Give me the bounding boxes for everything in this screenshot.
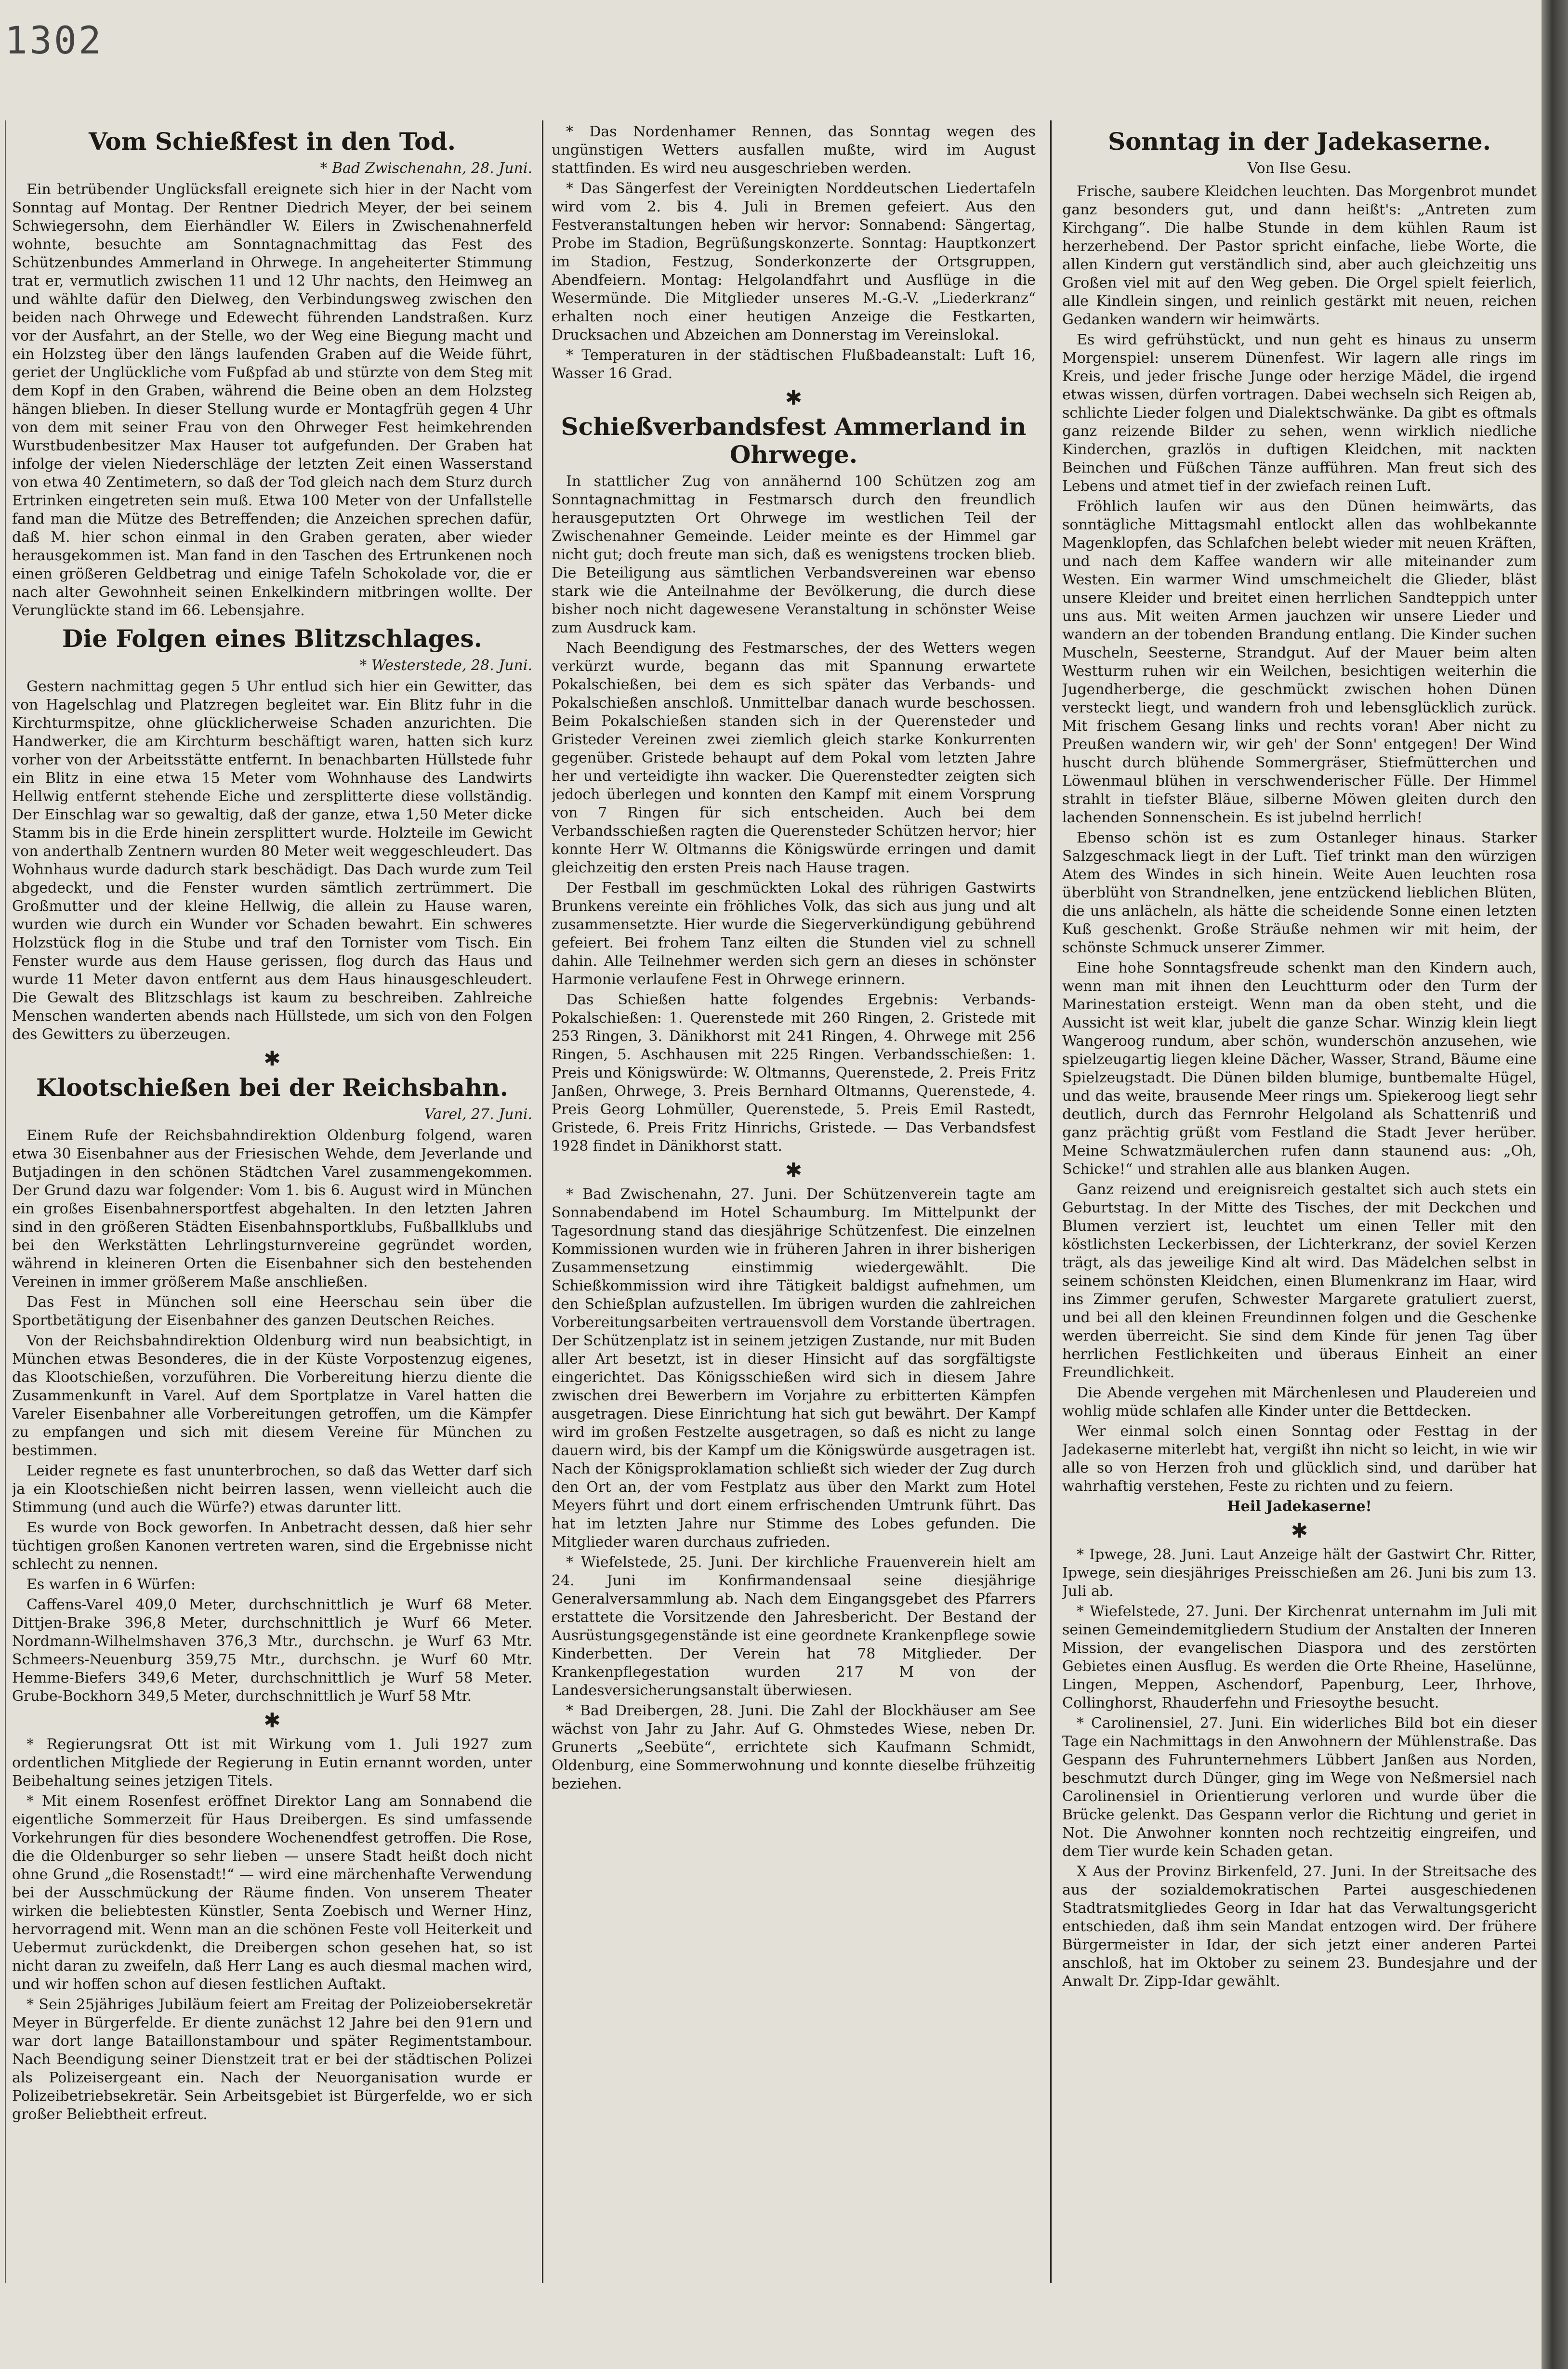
article-paragraph: Caffens-Varel 409,0 Meter, durchschnittlich je Wurf 68 Meter. Dittjen-Brake 396,8 Meter, durchschnittlich je Wurf 66 Meter. Nordmann-Wilhelmshaven 376,3 Mtr., durchschn. je Wurf 63 Mtr. Schmeers-Neuenburg 359,75 Mtr., durchschn. je Wurf 60 Mtr. Hemme-Biefers 349,6 Meter, durchschnittlich je Wurf 58 Meter. Grube-Bockhorn 349,5 Meter, durchschnittlich je Wurf 58 Mtr. bbox=[12, 1596, 532, 1705]
article-paragraph: Ganz reizend und ereignisreich gestaltet sich auch stets ein Geburtstag. In der Mitte des Tisches, der mit Deckchen und Blumen verziert ist, leuchtet um einen Teller mit den köstlichsten Leckerbissen, der Lichterkranz, der soviel Kerzen trägt, als das jeweilige Kind alt wird. Das Mädelchen selbst in seinem schönsten Kleidchen, einen Blumenkranz im Haar, wird ins Zimmer gerufen, Schwester Margarete gratuliert zuerst, und bei all den kleinen Freundinnen folgen und die Geschenke werden überreicht. Sie sind dem Kinde für jenen Tag über herrlichen Festlichkeiten und überaus Einheit an einer Freundlichkeit. bbox=[1062, 1181, 1537, 1381]
column-divider-1 bbox=[542, 120, 543, 2283]
article-title-schiessverbandsfest: Schießverbandsfest Ammerland in Ohrwege. bbox=[561, 412, 1027, 469]
news-item: * Regierungsrat Ott ist mit Wirkung vom 1. Juli 1927 zum ordentlichen Mitgliede der Regierung in Eutin ernannt worden, unter Beibehaltung seines jetzigen Titels. bbox=[12, 1736, 532, 1790]
article-paragraph: Leider regnete es fast ununterbrochen, so daß das Wetter darf sich ja ein Klootschießen nicht beirren lassen, wenn vielleicht auch die Stimmung (und auch die Würfe?) etwas darunter litt. bbox=[12, 1462, 532, 1516]
article-title-klootschiessen: Klootschießen bei der Reichsbahn. bbox=[36, 1073, 509, 1102]
column-1 bbox=[12, 123, 532, 2271]
article-paragraph: Ebenso schön ist es zum Ostanleger hinaus. Starker Salzgeschmack liegt in der Luft. Tief trinkt man den würzigen Atem des Windes in sich hinein. Weite Auen leuchten rosa überblüht von Strandnelken, jene entzückend lieblichen Blüten, die uns anlächeln, als hätte die scheidende Sonne einen letzten Kuß geschenkt. Große Sträuße nehmen wir mit heim, der schönste Schmuck unserer Zimmer. bbox=[1062, 829, 1537, 956]
article-paragraph: Gestern nachmittag gegen 5 Uhr entlud sich hier ein Gewitter, das von Hagelschlag und Platzregen begleitet war. Ein Blitz fuhr in die Kirchturmspitze, ohne glücklicherweise Schaden anzurichten. Die Handwerker, die am Kirchturm beschäftigt waren, hatten sich kurz vorher von der Arbeitsstätte entfernt. In benachbarten Hüllstede fuhr ein Blitz in eine etwa 15 Meter vom Wohnhause des Landwirts Hellwig entfernt stehende Eiche und zersplitterte diese vollständig. Der Einschlag war so gewaltig, daß der ganze, etwa 1,50 Meter dicke Stamm bis in die Erde hinein zersplittert wurde. Holzteile im Gewicht von anderthalb Zentnern wurden 80 Meter weit weggeschleudert. Das Wohnhaus wurde dadurch stark beschädigt. Das Dach wurde zum Teil abgedeckt, und die Fenster wurden sämtlich zertrümmert. Die Großmutter und der kleine Hellwig, die allein zu Hause waren, wurden wie durch ein Wunder vor Schaden bewahrt. Ein schweres Holzstück flog in die Stube und traf den Tornister vom Tisch. Ein Fenster wurde aus dem Hause gerissen, flog durch das Haus und wurde 11 Meter davon entfernt aus dem Haus hinausgeschleudert. Die Gewalt des Blitzschlags ist kaum zu beschreiben. Zahlreiche Menschen wanderten abends nach Hüllstede, um sich von den Folgen des Gewitters zu überzeugen. bbox=[12, 678, 532, 1043]
news-item: * Das Sängerfest der Vereinigten Norddeutschen Liedertafeln wird vom 2. bis 4. Juli in Bremen gefeiert. Aus den Festveranstaltungen heben wir hervor: Sonnabend: Sängertag, Probe im Stadion, Begrüßungskonzerte. Sonntag: Hauptkonzert im Stadion, Festzug, Sonderkonzerte der Ortsgruppen, Abendfeiern. Montag: Helgolandfahrt und Ausflüge in die Wesermünde. Die Mitglieder unseres M.-G.-V. „Liederkranz“ erhalten noch einer heutigen Anzeige die Festkarten, Drucksachen und Abzeichen am Donnerstag im Vereinslokal. bbox=[552, 180, 1036, 343]
column-2 bbox=[552, 123, 1036, 2271]
news-item: * Das Nordenhamer Rennen, das Sonntag wegen des ungünstigen Wetters ausfallen mußte, wird im August stattfinden. Es wird neu ausgeschrieben werden. bbox=[552, 123, 1036, 177]
article-title-jadekaserne: Sonntag in der Jadekaserne. bbox=[1107, 127, 1491, 156]
section-star-separator: ✱ bbox=[264, 1047, 281, 1070]
section-star-separator: ✱ bbox=[1291, 1519, 1308, 1542]
section-star-separator: ✱ bbox=[264, 1709, 281, 1732]
left-margin-rule bbox=[5, 120, 6, 2283]
article-paragraph: In stattlicher Zug von annähernd 100 Schützen zog am Sonntagnachmittag in Festmarsch durch den freundlich herausgeputzten Ort Ohrwege im westlichen Teil der Zwischenahner Gemeinde. Leider meinte es der Himmel gar nicht gut; doch freute man sich, daß es wenigstens trocken blieb. Die Beteiligung aus sämtlichen Verbandsvereinen war ebenso stark wie die Anteilnahme der Bevölkerung, die durch diese bisher noch nicht dagewesene Veranstaltung in schönster Weise zum Ausdruck kam. bbox=[552, 473, 1036, 636]
section-star-separator: ✱ bbox=[785, 386, 803, 409]
article-paragraph: Es warfen in 6 Würfen: bbox=[26, 1576, 196, 1593]
news-item: * Wiefelstede, 25. Juni. Der kirchliche Frauenverein hielt am 24. Juni im Konfirmandensaal seine diesjährige Generalversammlung ab. Nach dem Eingangsgebet des Pfarrers erstattete die Vorsitzende den Jahresbericht. Der Bestand der Ausrüstungsgegenstände ist eine geordnete Krankenpflege sowie Kinderbetten. Der Verein hat 78 Mitglieder. Der Krankenpflegestation wurden 217 M von der Landesversicherungsanstalt überwiesen. bbox=[552, 1554, 1036, 1699]
article-paragraph: Die Abende vergehen mit Märchenlesen und Plaudereien und wohlig müde schlafen alle Kinder unter die Bettdecken. bbox=[1062, 1384, 1537, 1420]
article-paragraph: Das Schießen hatte folgendes Ergebnis: Verbands-Pokalschießen: 1. Querenstede mit 260 Ringen, 2. Gristede mit 253 Ringen, 3. Dänikhorst mit 241 Ringen, 4. Ohrwege mit 256 Ringen, 5. Aschhausen mit 225 Ringen. Verbandsschießen: 1. Preis und Königswürde: W. Oltmanns, Querenstede, 2. Preis Fritz Janßen, Ohrwege, 3. Preis Bernhard Oltmanns, Querenstede, 4. Preis Georg Lohmüller, Querenstede, 5. Preis Emil Rastedt, Gristede, 6. Preis Fritz Hinrichs, Gristede. — Das Verbandsfest 1928 findet in Dänikhorst statt. bbox=[552, 991, 1036, 1155]
column-fade bbox=[1062, 2252, 1537, 2271]
article-dateline: Varel, 27. Juni. bbox=[424, 1106, 532, 1123]
news-item: * Ipwege, 28. Juni. Laut Anzeige hält der Gastwirt Chr. Ritter, Ipwege, sein diesjähriges Preisschießen am 26. Juni bis zum 13. Juli ab. bbox=[1062, 1546, 1537, 1600]
news-item: * Wiefelstede, 27. Juni. Der Kirchenrat unternahm im Juli mit seinen Gemeindemitgliedern Studium der Anstalten der Inneren Mission, der evangelischen Diaspora und des zerstörten Gebietes einen Ausflug. Es werden die Orte Rheine, Haselünne, Lingen, Meppen, Aschendorf, Papenburg, Leer, Ihrhove, Collinghorst, Rhauderfehn und Friesoythe besucht. bbox=[1062, 1603, 1537, 1711]
news-item: * Carolinensiel, 27. Juni. Ein widerliches Bild bot ein dieser Tage ein Nachmittags in den Anwohnern der Mühlenstraße. Das Gespann des Fuhrunternehmers Lübbert Janßen aus Norden, beschmutzt durch Dünger, ging im Wege von Neßmersiel nach Carolinensiel in Orientierung verloren und wurde über die Brücke gelenkt. Das Gespann verlor die Richtung und geriet in Not. Die Anwohner konnten noch rechtzeitig eingreifen, und dem Tier wurde kein Schaden getan. bbox=[1062, 1715, 1537, 1860]
article-paragraph: Wer einmal solch einen Sonntag oder Festtag in der Jadekaserne miterlebt hat, vergißt ihn nicht so leicht, in wie wir alle so von Herzen froh und glücklich sind, und darüber hat wahrhaftig verstehen, Feste zu richten und zu feiern. bbox=[1062, 1423, 1537, 1495]
article-paragraph: Der Festball im geschmückten Lokal des rührigen Gastwirts Brunkens vereinte ein fröhliches Volk, das sich aus jung und alt zusammensetzte. Hier wurde die Siegerverkündigung gebührend gefeiert. Bei frohem Tanz eilten die Stunden viel zu schnell dahin. Alle Teilnehmer werden sich gern an dieses in schönster Harmonie verlaufene Fest in Ohrwege erinnern. bbox=[552, 880, 1036, 988]
column-fade bbox=[552, 2252, 1036, 2271]
article-dateline: * Bad Zwischenahn, 28. Juni. bbox=[320, 160, 532, 177]
news-item: * Temperaturen in der städtischen Flußbadeanstalt: Luft 16, Wasser 16 Grad. bbox=[552, 347, 1036, 382]
article-paragraph: Von der Reichsbahndirektion Oldenburg wird nun beabsichtigt, in München etwas Besonderes, die in der Küste Vorpostenzug eigenes, das Klootschießen, vorzuführen. Die Vorbereitung hierzu diente die Zusammenkunft in Varel. Auf dem Sportplatze in Varel hatten die Vareler Eisenbahner alle Vorbereitungen getroffen, um die Kämpfer zu empfangen und sich mit diesem Vereine für München zu bestimmen. bbox=[12, 1332, 532, 1459]
news-item: * Bad Zwischenahn, 27. Juni. Der Schützenverein tagte am Sonnabendabend im Hotel Schaumburg. Im Mittelpunkt der Tagesordnung stand das diesjährige Schützenfest. Die einzelnen Kommissionen wurden wie in früheren Jahren in ihrer bisherigen Zusammensetzung einstimmig wiedergewählt. Die Schießkommission wird ihre Tätigkeit baldigst aufnehmen, um den Schießplan aufzustellen. Im übrigen wurden die zahlreichen Vorbereitungsarbeiten vertrauensvoll dem Vorstande übertragen. Der Schützenplatz ist in seinem jetzigen Zustande, nur mit Buden aller Art besetzt, ist in dieser Hinsicht auf das sorgfältigste eingerichtet. Das Königsschießen wird sich in diesem Jahre zwischen drei Bewerbern im Vorjahre zu erbitterten Kämpfen ausgetragen. Diese Einrichtung hat sich gut bewährt. Der Kampf wird im großen Festzelte ausgetragen, so daß es nicht zu lange dauern wird, bis der Kampf um die Königswürde ausgetragen ist. Nach der Königsproklamation schließt sich wieder der Zug durch den Ort an, der vom Festplatz aus über den Markt zum Hotel Meyers führt und dort einem erfrischenden Umtrunk führt. Das hat im letzten Jahre nur Stimme des Lobes gefunden. Die Mitglieder waren durchaus zufrieden. bbox=[552, 1186, 1036, 1551]
article-paragraph: Es wurde von Bock geworfen. In Anbetracht dessen, daß hier sehr tüchtigen großen Kanonen vertreten waren, sind die Ergebnisse nicht schlecht zu nennen. bbox=[12, 1519, 532, 1573]
column-3 bbox=[1062, 123, 1537, 2271]
column-fade bbox=[12, 2252, 532, 2271]
article-paragraph: Frische, saubere Kleidchen leuchten. Das Morgenbrot mundet ganz besonders gut, und dann heißt's: „Antreten zum Kirchgang“. Die halbe Stunde in dem kühlen Raum ist herzerhebend. Der Pastor spricht einfache, liebe Worte, die allen Kindern gut verständlich sind, aber auch gleichzeitig uns Großen viel mit auf den Weg geben. Die Orgel spielt feierlich, alle Kindlein singen, und reinlich gestärkt mit neuen, reichen Gedanken wandern wir heimwärts. bbox=[1062, 183, 1537, 328]
article-title-blitzschlag: Die Folgen eines Blitzschlages. bbox=[62, 624, 483, 653]
column-divider-2 bbox=[1050, 120, 1052, 2283]
news-item: * Mit einem Rosenfest eröffnet Direktor Lang am Sonnabend die eigentliche Sommerzeit für Haus Dreibergen. Es sind umfassende Vorkehrungen für dies besondere Wochenendfest getroffen. Die Rose, die die Oldenburger so sehr lieben — unsere Stadt heißt doch nicht ohne Grund „die Rosenstadt!“ — wird eine märchenhafte Verwendung bei der Ausschmückung der Räume finden. Von unserem Theater wirken die beliebtesten Künstler, Senta Zoebisch und Werner Hinz, hervorragend mit. Wenn man an die schönen Feste voll Heiterkeit und Uebermut zurückdenkt, die Dreibergen schon gesehen hat, so ist nicht daran zu zweifeln, daß Herr Lang es auch diesmal machen wird, und wir hoffen schon auf diesen festlichen Auftakt. bbox=[12, 1793, 532, 1993]
article-title-schiessfest: Vom Schießfest in den Tod. bbox=[88, 127, 456, 156]
news-item: * Sein 25jähriges Jubiläum feiert am Freitag der Polizeiobersekretär Meyer in Bürgerfelde. Er diente zunächst 12 Jahre bei den 91ern und war dort lange Bataillonstambour und später Regimentstambour. Nach Beendigung seiner Dienstzeit trat er bei der städtischen Polizei als Polizeisergeant ein. Nach der Neuorganisation wurde er Polizeibetriebsekretär. Sein Arbeitsgebiet ist Bürgerfelde, wo er sich großer Beliebtheit erfreut. bbox=[12, 1996, 532, 2123]
article-paragraph: Das Fest in München soll eine Heerschau sein über die Sportbetätigung der Eisenbahner des ganzen Deutschen Reiches. bbox=[12, 1294, 532, 1329]
article-dateline: * Westerstede, 28. Juni. bbox=[359, 657, 532, 674]
article-byline: Von Ilse Gesu. bbox=[1247, 160, 1352, 177]
article-paragraph: Fröhlich laufen wir aus den Dünen heimwärts, das sonntägliche Mittagsmahl entlockt allen das wohlbekannte Magenklopfen, das Schlafchen belebt wieder mit neuen Kräften, und nach dem Kaffee wandern wir alle miteinander zum Westen. Ein warmer Wind umschmeichelt die Glieder, bläst unsere Kleider und breitet einen herrlichen Sandteppich unter uns aus. Mit weiten Armen jauchzen wir unsere Lieder und wandern an der tobenden Brandung entlang. Die Kinder suchen Muscheln, Seesterne, Strandgut. Auf der Mauer beim alten Westturm ruhen wir ein Weilchen, besichtigen weiterhin die Jugendherberge, die geschmückt zwischen hohen Dünen versteckt liegt, und wandern froh und lebensglücklich zurück. Mit frischem Gesang links und rechts voran! Aber nicht zu Preußen wandern wir, wir geh' der Sonn' entgegen! Der Wind huscht durch blühende Sommergräser, Stiefmütterchen und Löwenmaul blühen in verschwenderischer Fülle. Der Himmel strahlt in tiefster Bläue, silberne Möwen gleiten durch den lachenden Sonnenschein. Es ist jubelnd herrlich! bbox=[1062, 498, 1537, 826]
section-star-separator: ✱ bbox=[785, 1158, 803, 1182]
news-item: * Bad Dreibergen, 28. Juni. Die Zahl der Blockhäuser am See wächst von Jahr zu Jahr. Auf G. Ohmstedes Wiese, neben Dr. Grunerts „Seebüte“, errichtete sich Kaufmann Schmidt, Oldenburg, eine Sommerwohnung und konnte dieselbe frühzeitig beziehen. bbox=[552, 1702, 1036, 1792]
article-paragraph: Nach Beendigung des Festmarsches, der des Wetters wegen verkürzt wurde, begann das mit Spannung erwartete Pokalschießen, bei dem es sich später das Verbands- und Pokalschießen anschloß. Unmittelbar danach wurde beschossen. Beim Pokalschießen standen sich in der Querensteder und Gristeder Vereinen zwei ziemlich gleich starke Konkurrenten gegenüber. Gristede behaupt auf dem Pokal vom letzten Jahre her und verteidigte ihn wacker. Die Querenstedter zeigten sich jedoch überlegen und konnten den Kampf mit einem Vorsprung von 7 Ringen für sich entscheiden. Auch bei dem Verbandsschießen ragten die Querensteder Schützen hervor; hier konnte Herr W. Oltmanns die Königswürde erringen und damit gleichzeitig den ersten Preis nach Hause tragen. bbox=[552, 640, 1036, 876]
page-number: 1302 bbox=[5, 19, 103, 63]
article-paragraph: Ein betrübender Unglücksfall ereignete sich hier in der Nacht vom Sonntag auf Montag. Der Rentner Diedrich Meyer, der bei seinem Schwiegersohn, dem Eierhändler W. Eilers in Zwischenahnerfeld wohnte, besuchte am Sonntagnachmittag das Fest des Schützenbundes Ammerland in Ohrwege. In angeheiterter Stimmung trat er, vermutlich zwischen 11 und 12 Uhr nachts, den Heimweg an und wählte dafür den Dielweg, den Verbindungsweg zwischen den beiden nach Ohrwege und Edewecht führenden Landstraßen. Kurz vor der Ausfahrt, an der Stelle, wo der Weg eine Biegung macht und ein Holzsteg über den längs laufenden Graben auf die Weide führt, geriet der Unglückliche vom Fußpfad ab und stürzte von dem Steg mit dem Kopf in den Graben, während die Beine oben an dem Holzsteg hängen blieben. In dieser Stellung wurde er Montagfrüh gegen 4 Uhr von dem mit seiner Frau von den Ohrweger Fest heimkehrenden Wurstbudenbesitzer Max Hauser tot aufgefunden. Der Graben hat infolge der vielen Niederschläge der letzten Zeit einen Wasserstand von etwa 40 Zentimetern, so daß der Tod gleich nach dem Sturz durch Ertrinken eingetreten sein muß. Etwa 100 Meter von der Unfallstelle fand man die Mütze des Betreffenden; die Anzeichen sprechen dafür, daß M. hier schon einmal in den Graben geraten, aber wieder herausgekommen ist. Man fand in den Taschen des Ertrunkenen noch einen größeren Geldbetrag und einige Tafeln Schokolade vor, die er nach alter Gewohnheit seinen Enkelkindern mitbringen wollte. Der Verunglückte stand im 66. Lebensjahre. bbox=[12, 181, 532, 619]
article-paragraph: Einem Rufe der Reichsbahndirektion Oldenburg folgend, waren etwa 30 Eisenbahner aus der Friesischen Wehde, dem Jeverlande und Butjadingen in den schönen Städtchen Varel zusammengekommen. Der Grund dazu war folgender: Vom 1. bis 6. August wird in München ein großes Eisenbahnersportfest abgehalten. In den letzten Jahren sind in den größeren Städten Eisenbahnsportklubs, Fußballklubs und bei den Werkstätten Lehrlingsturnvereine gegründet worden, während in kleineren Orten die Eisenbahner sich den bestehenden Vereinen in immer größerem Maße anschließen. bbox=[12, 1127, 532, 1290]
scan-edge bbox=[1542, 0, 1568, 2369]
article-closing: Heil Jadekaserne! bbox=[1227, 1498, 1372, 1515]
article-paragraph: Eine hohe Sonntagsfreude schenkt man den Kindern auch, wenn man mit ihnen den Leuchtturm oder den Turm der Marinestation ersteigt. Wenn man da oben steht, und die Aussicht ist weit klar, jubelt die ganze Schar. Winzig klein liegt Wangeroog rundum, aber schön, wunderschön anzusehen, wie spielzeugartig liegen kleine Dächer, Wasser, Strand, Bäume eine Spielzeugstadt. Die Dünen bilden blumige, buntbemalte Hügel, und das weite, brausende Meer rings um. Spiekeroog liegt sehr deutlich, durch das Fernrohr Helgoland als Schattenriß und ganz prächtig grüßt vom Festland die Stadt Jever herüber. Meine Schwatzmäulerchen rufen dann staunend aus: „Oh, Schicke!“ und strahlen alle aus blanken Augen. bbox=[1062, 960, 1537, 1178]
article-paragraph: Es wird gefrühstückt, und nun geht es hinaus zu unserm Morgenspiel: unserem Dünenfest. Wir lagern alle rings im Kreis, und jeder frische Junge oder herzige Mädel, die irgend etwas wissen, dürfen vortragen. Dabei wechseln sich Reigen ab, schlichte Lieder folgen und Dialektschwänke. Da gibt es oftmals ganz reizende Bilder zu sehen, wenn wirklich niedliche Kinderchen, grazlös in duftigen Kleidchen, mit nackten Beinchen und Füßchen Tänze aufführen. Man freut sich des Lebens und atmet tief in der zwiefach reinen Luft. bbox=[1062, 331, 1537, 495]
news-item: X Aus der Provinz Birkenfeld, 27. Juni. In der Streitsache des aus der sozialdemokratischen Partei ausgeschiedenen Stadtratsmitgliedes Georg in Idar hat das Verwaltungsgericht entschieden, daß ihm sein Mandat entzogen wird. Der frühere Bürgermeister in Idar, der sich jetzt einer anderen Partei anschloß, hat im Oktober zu seinem 23. Bundesjahre und der Anwalt Dr. Zipp-Idar gewählt. bbox=[1062, 1863, 1537, 1990]
